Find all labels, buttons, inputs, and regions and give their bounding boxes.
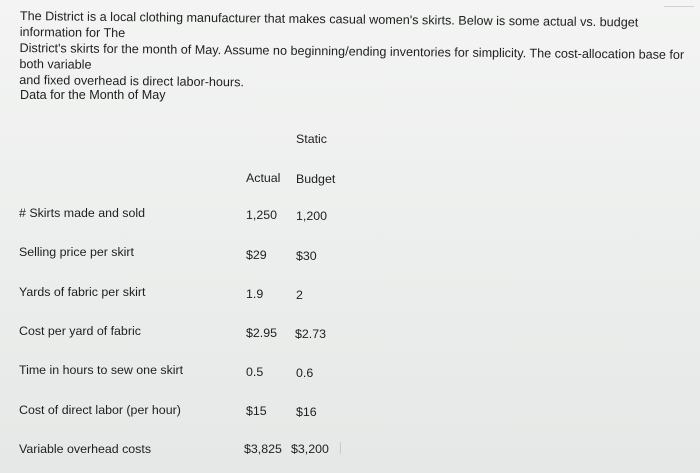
cell-budget-variable-overhead: $3,200 <box>291 442 329 456</box>
cell-budget-labor-cost: $16 <box>296 405 317 419</box>
row-label-selling-price: Selling price per skirt <box>19 245 135 259</box>
cell-budget-yards-fabric: 2 <box>296 288 303 302</box>
intro-line-3: and fixed overhead is direct labor-hours. <box>19 72 245 90</box>
actual-header: Actual <box>246 171 281 185</box>
cell-budget-selling-price: $30 <box>296 249 317 263</box>
intro-line-1: The District is a local clothing manufacturer that makes casual women's skirts. Below is some actual vs. budget information for The <box>19 8 639 41</box>
row-label-variable-overhead: Variable overhead costs <box>19 442 152 456</box>
cell-actual-yards-fabric: 1.9 <box>246 287 264 301</box>
cell-actual-variable-overhead: $3,825 <box>244 442 282 456</box>
page-corner-mark <box>664 0 694 7</box>
problem-intro <box>19 8 690 95</box>
cell-edge-divider <box>340 442 341 454</box>
row-label-skirts: # Skirts made and sold <box>19 206 146 220</box>
cell-budget-sew-time: 0.6 <box>296 366 314 380</box>
intro-line-2: District's skirts for the month of May. Assume no beginning/ending inventories for simplicity. The cost-allocation base for both variable <box>19 40 685 72</box>
cell-budget-cost-per-yard: $2.73 <box>295 327 327 341</box>
row-label-labor-cost: Cost of direct labor (per hour) <box>19 403 181 417</box>
cell-actual-cost-per-yard: $2.95 <box>246 326 278 340</box>
section-title: Data for the Month of May <box>20 88 166 102</box>
row-label-cost-per-yard: Cost per yard of fabric <box>19 324 141 338</box>
cell-actual-selling-price: $29 <box>246 248 267 262</box>
static-header: Static <box>296 132 327 146</box>
row-label-yards-fabric: Yards of fabric per skirt <box>19 285 146 299</box>
cell-actual-sew-time: 0.5 <box>246 365 264 379</box>
cell-budget-skirts: 1,200 <box>296 209 328 223</box>
budget-header: Budget <box>296 172 336 186</box>
cell-actual-skirts: 1,250 <box>246 208 278 222</box>
cell-actual-labor-cost: $15 <box>246 404 267 418</box>
row-label-sew-time: Time in hours to sew one skirt <box>19 363 184 377</box>
